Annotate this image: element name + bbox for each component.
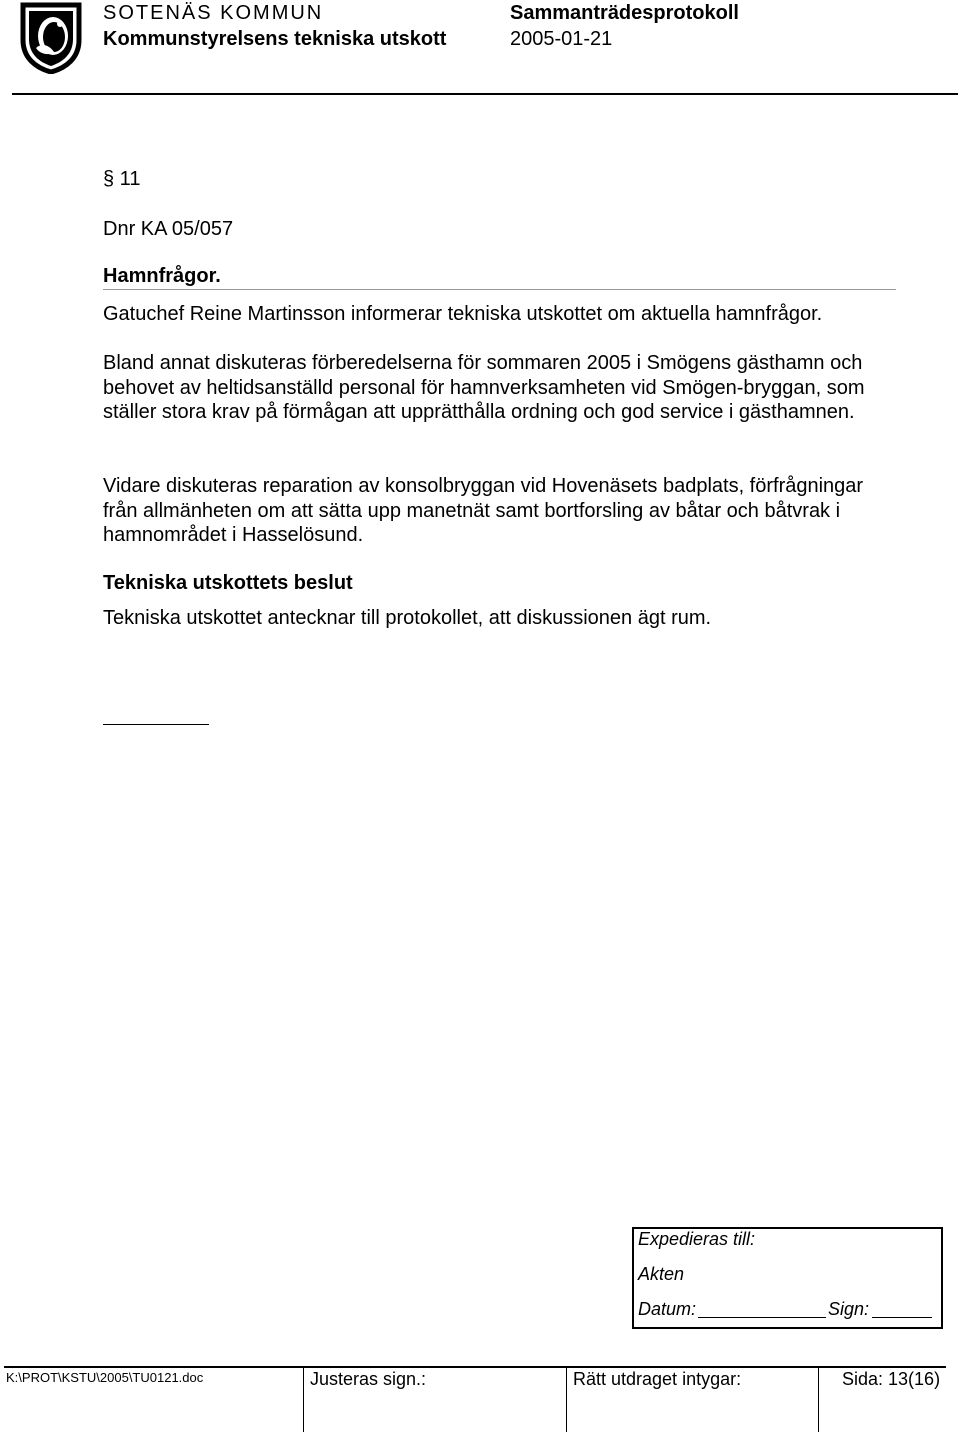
decision-text: Tekniska utskottet antecknar till protokollet, att diskussionen ägt rum. [103,607,712,629]
registration-number: Dnr KA 05/057 [103,218,234,240]
paragraph-intro: Gatuchef Reine Martinsson informerar tekniska utskottet om aktuella hamnfrågor. [103,303,823,325]
section-heading: Hamnfrågor. [103,265,221,287]
sign-label: Sign: [828,1299,870,1319]
footer-column-divider [303,1366,304,1432]
justeras-label: Justeras sign.: [310,1369,427,1389]
sign-line [872,1317,932,1318]
page-number: Sida: 13(16) [842,1369,941,1389]
file-path: K:\PROT\KSTU\2005\TU0121.doc [6,1370,204,1385]
header-divider [12,93,958,95]
meeting-date: 2005-01-21 [510,28,613,50]
footer-divider [4,1366,946,1368]
municipal-crest-icon [20,2,82,74]
ratt-utdraget-label: Rätt utdraget intygar: [573,1369,742,1389]
datum-line [698,1317,826,1318]
section-number: § 11 [103,168,141,190]
municipality-name: SOTENÄS KOMMUN [103,2,324,24]
footer-column-divider [818,1366,819,1432]
paragraph-further-discussion: Vidare diskuteras reparation av konsolbryggan vid Hovenäsets badplats, förfrågningar från allmänheten om att sätta upp manetnät samt bortforsling av båtar och båtvrak i hamnområdet i Hasselösund. [103,475,864,546]
paragraph-discussion: Bland annat diskuteras förberedelserna för sommaren 2005 i Smögens gästhamn och behovet av heltidsanställd personal för hamnverksamheten vid Smögen-bryggan, som ställer stora krav på förmågan att upprätthålla ordning och god service i gästhamnen. [103,352,865,423]
distribution-recipient: Akten [638,1264,685,1284]
decision-heading: Tekniska utskottets beslut [103,572,353,594]
distribution-title: Expedieras till: [638,1229,756,1249]
footer-column-divider [566,1366,567,1432]
committee-name: Kommunstyrelsens tekniska utskott [103,28,447,50]
section-end-rule [103,724,209,725]
datum-label: Datum: [638,1299,697,1319]
heading-divider [103,289,896,290]
document-type: Sammanträdesprotokoll [510,2,739,24]
